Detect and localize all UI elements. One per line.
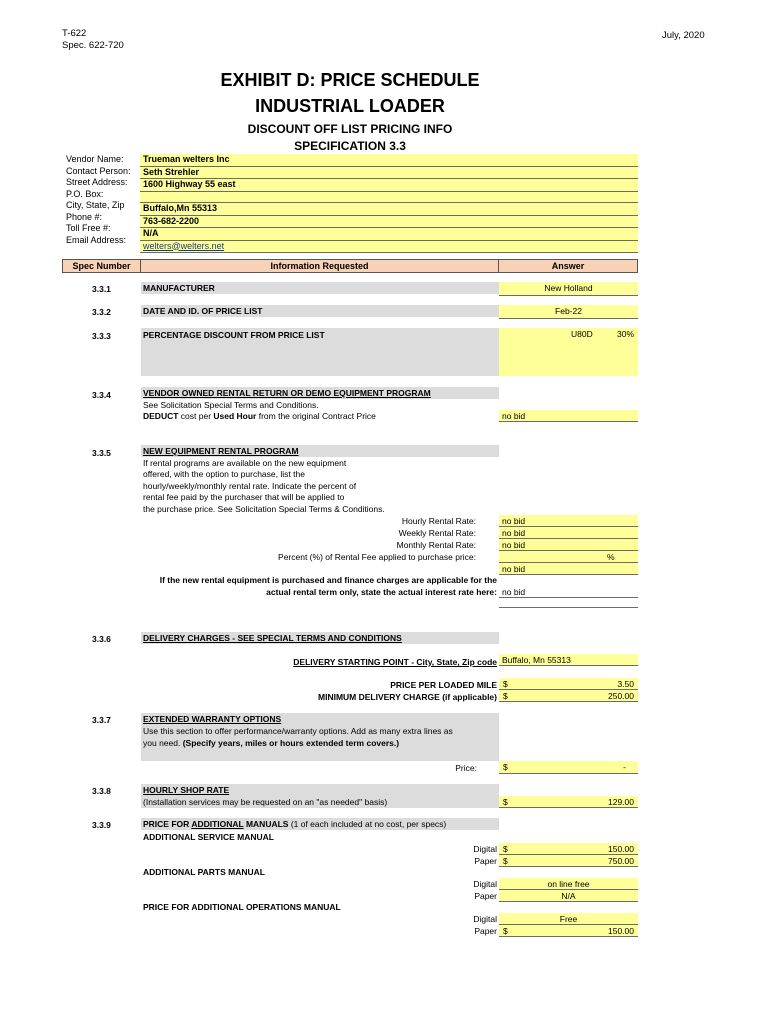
currency-symbol: $ <box>503 679 508 689</box>
spec-3-3-5-number: 3.3.5 <box>92 448 111 458</box>
pricing-subtitle: DISCOUNT OFF LIST PRICING INFO <box>247 122 453 136</box>
service-paper-answer[interactable] <box>499 855 638 867</box>
spec-3-3-1-number: 3.3.1 <box>92 284 111 294</box>
currency-symbol: $ <box>503 691 508 701</box>
spec-3-3-7-number: 3.3.7 <box>92 715 111 725</box>
currency-symbol: $ <box>503 856 508 866</box>
vendor-label: Toll Free #: <box>66 223 111 233</box>
toll-free-field[interactable]: N/A <box>140 228 638 241</box>
new-rental-desc: offered, with the option to purchase, list the <box>143 469 305 479</box>
equipment-title: INDUSTRIAL LOADER <box>255 96 445 116</box>
city-state-zip-field[interactable]: Buffalo,Mn 55313 <box>140 203 638 216</box>
parts-digital-answer[interactable]: on line free <box>499 878 638 890</box>
vendor-labels <box>66 154 138 246</box>
spec-number: Spec. 622-720 <box>62 40 124 51</box>
percent-applied-answer[interactable] <box>499 551 638 563</box>
paper-label: Paper <box>474 926 497 936</box>
digital-label: Digital <box>473 879 497 889</box>
vendor-label: P.O. Box: <box>66 188 104 199</box>
spec-number-header: Spec Number <box>63 260 141 272</box>
vendor-name-field[interactable]: Trueman welters Inc <box>140 154 638 167</box>
new-rental-title: NEW EQUIPMENT RENTAL PROGRAM <box>141 445 499 457</box>
service-digital-value: 150.00 <box>608 844 634 854</box>
shop-rate-answer[interactable] <box>499 796 638 808</box>
answer-header: Answer <box>551 261 585 271</box>
vendor-label: City, State, Zip <box>66 200 125 210</box>
shop-rate-title: HOURLY SHOP RATE <box>143 785 230 795</box>
price-per-mile-answer[interactable] <box>499 678 638 690</box>
spec-3-3-8-number: 3.3.8 <box>92 786 111 796</box>
vendor-label: Phone #: <box>66 211 103 222</box>
monthly-rate-label: Monthly Rental Rate: <box>396 540 476 550</box>
ops-manual-label: PRICE FOR ADDITIONAL OPERATIONS MANUAL <box>143 902 341 912</box>
spec-3-3-2-number: 3.3.2 <box>92 307 111 317</box>
rental-return-answer[interactable]: no bid <box>499 410 638 422</box>
paper-label: Paper <box>474 856 497 866</box>
weekly-rate-answer[interactable]: no bid <box>499 527 638 539</box>
parts-manual-label: ADDITIONAL PARTS MANUAL <box>143 867 265 877</box>
rental-return-deduct: DEDUCT cost per Used Hour from the original Contract Price <box>143 411 376 421</box>
vendor-label: Street Address: <box>66 177 128 187</box>
price-per-mile-label: PRICE PER LOADED MILE <box>390 680 497 690</box>
manufacturer-answer[interactable]: New Holland <box>499 282 638 296</box>
interest-rate-label-line1: If the new rental equipment is purchased and finance charges are applicable for the <box>159 575 497 585</box>
new-rental-desc: rental fee paid by the purchaser that will be applied to <box>143 492 345 502</box>
warranty-desc-2: you need. (Specify years, miles or hours extended term covers.) <box>143 738 400 748</box>
service-digital-answer[interactable] <box>499 843 638 855</box>
warranty-box <box>141 713 499 761</box>
delivery-start-answer[interactable]: Buffalo, Mn 55313 <box>499 654 638 666</box>
street-address-field[interactable]: 1600 Highway 55 east <box>140 179 638 192</box>
vendor-label: Vendor Name: <box>66 154 124 164</box>
interest-rate-label-line2: actual rental term only, state the actual interest rate here: <box>266 587 497 597</box>
hourly-rate-label: Hourly Rental Rate: <box>401 516 476 526</box>
email-field[interactable] <box>140 241 638 254</box>
min-delivery-label: MINIMUM DELIVERY CHARGE (if applicable) <box>318 692 497 702</box>
specification-subtitle: SPECIFICATION 3.3 <box>294 139 406 153</box>
contact-person-field[interactable]: Seth Strehler <box>140 167 638 180</box>
currency-symbol: $ <box>503 844 508 854</box>
percent-applied-label: Percent (%) of Rental Fee applied to purchase price: <box>278 552 476 562</box>
monthly-rate-answer[interactable]: no bid <box>499 539 638 551</box>
service-paper-value: 750.00 <box>608 856 634 866</box>
shop-rate-desc: (Installation services may be requested on an "as needed" basis) <box>143 797 388 807</box>
spec-3-3-4-number: 3.3.4 <box>92 390 111 400</box>
warranty-price-label: Price: <box>455 763 477 773</box>
phone-field[interactable]: 763-682-2200 <box>140 216 638 229</box>
min-delivery-value: 250.00 <box>608 691 634 701</box>
service-manual-label: ADDITIONAL SERVICE MANUAL <box>143 832 274 842</box>
spec-3-3-6-number: 3.3.6 <box>92 634 111 644</box>
vendor-label: Email Address: <box>66 234 127 245</box>
warranty-price-value: - <box>623 762 626 772</box>
warranty-price-answer[interactable] <box>499 761 638 774</box>
warranty-title: EXTENDED WARRANTY OPTIONS <box>143 714 282 724</box>
ops-paper-answer[interactable] <box>499 925 638 937</box>
discount-label: PERCENTAGE DISCOUNT FROM PRICE LIST <box>141 328 499 376</box>
spec-3-3-3-number: 3.3.3 <box>92 331 111 341</box>
shop-rate-box <box>141 784 499 808</box>
digital-label: Digital <box>473 844 497 854</box>
price-per-mile-value: 3.50 <box>617 679 634 689</box>
table-header <box>62 259 638 273</box>
info-requested-header: Information Requested <box>141 260 499 272</box>
vendor-values <box>140 154 638 253</box>
document-date: July, 2020 <box>662 30 705 41</box>
currency-symbol: $ <box>503 797 508 807</box>
email-link[interactable]: welters@welters.net <box>143 240 225 251</box>
manufacturer-label: MANUFACTURER <box>141 282 499 294</box>
parts-paper-answer[interactable]: N/A <box>499 890 638 902</box>
delivery-start-label: DELIVERY STARTING POINT - City, State, Zip code <box>293 657 497 667</box>
digital-label: Digital <box>473 914 497 924</box>
interest-rate-answer[interactable]: no bid <box>499 586 638 598</box>
percent-sign: % <box>607 552 615 562</box>
weekly-rate-label: Weekly Rental Rate: <box>398 528 476 538</box>
currency-symbol: $ <box>503 762 508 772</box>
rental-return-note: See Solicitation Special Terms and Conditions. <box>143 400 319 410</box>
rental-return-title: VENDOR OWNED RENTAL RETURN OR DEMO EQUIPMENT PROGRAM <box>141 387 499 399</box>
exhibit-title: EXHIBIT D: PRICE SCHEDULE <box>220 70 480 90</box>
ops-paper-value: 150.00 <box>608 926 634 936</box>
min-delivery-answer[interactable] <box>499 690 638 702</box>
document-id: T-622 <box>62 28 87 39</box>
new-rental-desc: If rental programs are available on the new equipment <box>143 458 347 468</box>
delivery-charges-title: DELIVERY CHARGES - SEE SPECIAL TERMS AND CONDITIONS <box>141 632 499 644</box>
warranty-desc: Use this section to offer performance/warranty options. Add as many extra lines as <box>143 726 453 736</box>
vendor-label: Contact Person: <box>66 165 131 176</box>
ops-digital-answer[interactable]: Free <box>499 913 638 925</box>
currency-symbol: $ <box>503 926 508 936</box>
new-rental-desc: the purchase price. See Solicitation Special Terms & Conditions. <box>143 504 385 514</box>
percent-applied-value[interactable]: no bid <box>499 563 638 575</box>
shop-rate-value: 129.00 <box>608 797 634 807</box>
manuals-title: PRICE FOR ADDITIONAL MANUALS (1 of each included at no cost, per specs) <box>141 818 499 830</box>
discount-model: U80D <box>571 329 593 339</box>
paper-label: Paper <box>474 891 497 901</box>
price-list-label: DATE AND ID. OF PRICE LIST <box>141 305 499 317</box>
price-list-answer[interactable]: Feb-22 <box>499 305 638 319</box>
discount-answer-box[interactable] <box>499 328 638 376</box>
spec-3-3-9-number: 3.3.9 <box>92 820 111 830</box>
discount-percent: 30% <box>617 329 635 339</box>
hourly-rate-answer[interactable]: no bid <box>499 515 638 527</box>
interest-rate-extra-line[interactable] <box>499 598 638 608</box>
new-rental-desc: hourly/weekly/monthly rental rate. Indicate the percent of <box>143 481 357 491</box>
po-box-field[interactable] <box>140 192 638 204</box>
